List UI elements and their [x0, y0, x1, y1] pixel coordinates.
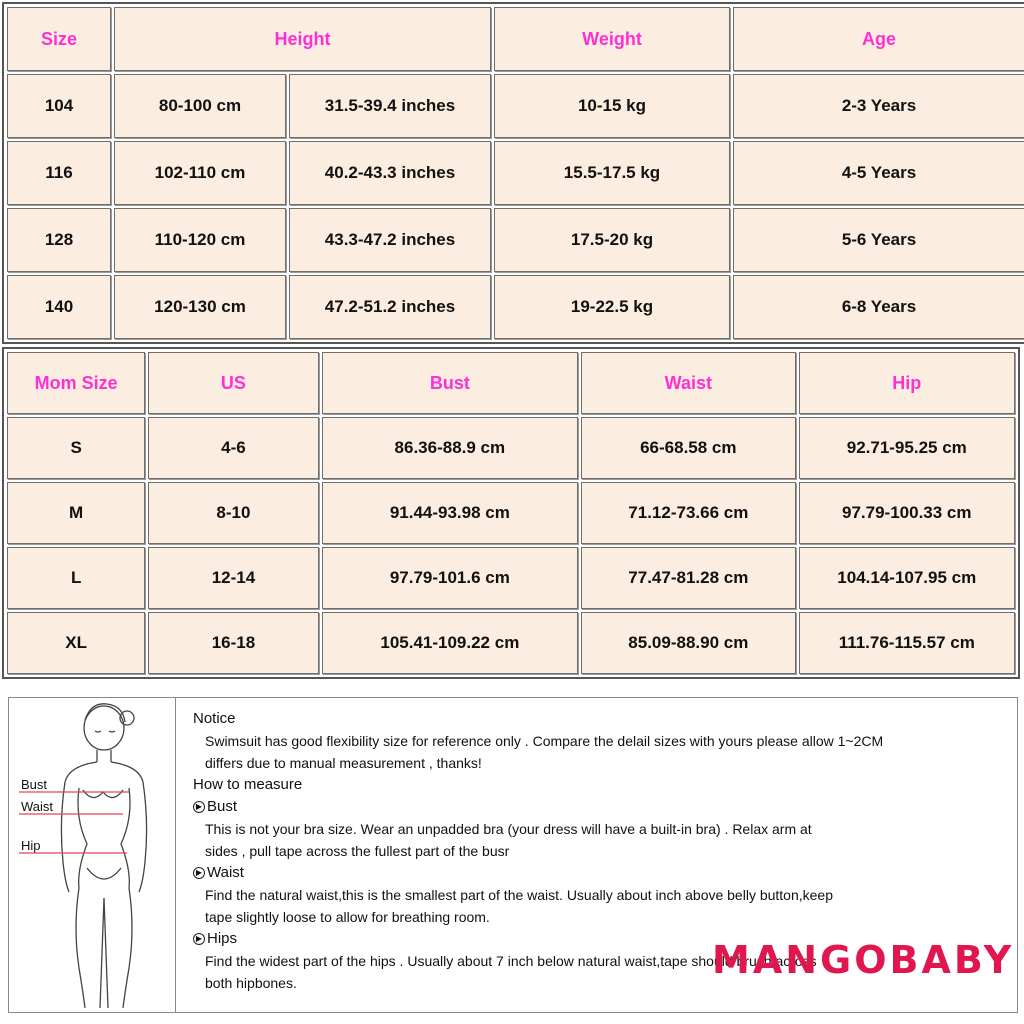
cell-mom-size: XL: [7, 612, 145, 674]
waist-section-head: [193, 862, 1013, 884]
header-height: Height: [114, 7, 491, 71]
header-us: US: [148, 352, 318, 414]
cell-height-cm: 102-110 cm: [114, 141, 286, 205]
hips-heading: Hips: [207, 930, 238, 947]
bust-heading: Bust: [207, 798, 238, 815]
cell-us: 4-6: [148, 417, 318, 479]
table-row: [7, 141, 1024, 205]
notice-line: differs due to manual measurement , thanks!: [205, 755, 482, 771]
cell-height-in: 43.3-47.2 inches: [289, 208, 491, 272]
how-to-measure-title: How to measure: [193, 776, 303, 793]
cell-mom-size: L: [7, 547, 145, 609]
hips-instruction: both hipbones.: [205, 975, 297, 991]
header-bust: Bust: [322, 352, 579, 414]
header-mom-size: Mom Size: [7, 352, 145, 414]
cell-age: 6-8 Years: [733, 275, 1024, 339]
cell-hip: 97.79-100.33 cm: [799, 482, 1015, 544]
waist-instruction: Find the natural waist,this is the smallest part of the waist. Usually about inch above belly button,keep: [205, 887, 834, 903]
cell-height-cm: 110-120 cm: [114, 208, 286, 272]
table-row: [7, 275, 1024, 339]
cell-us: 12-14: [148, 547, 318, 609]
cell-bust: 91.44-93.98 cm: [322, 482, 579, 544]
header-waist: Waist: [581, 352, 795, 414]
cell-age: 4-5 Years: [733, 141, 1024, 205]
cell-weight: 17.5-20 kg: [494, 208, 730, 272]
cell-mom-size: M: [7, 482, 145, 544]
hip-label: Hip: [21, 838, 41, 853]
cell-size: 104: [7, 74, 111, 138]
cell-age: 2-3 Years: [733, 74, 1024, 138]
cell-waist: 77.47-81.28 cm: [581, 547, 795, 609]
cell-height-in: 31.5-39.4 inches: [289, 74, 491, 138]
table-row: [7, 547, 1015, 609]
cell-mom-size: S: [7, 417, 145, 479]
cell-waist: 85.09-88.90 cm: [581, 612, 795, 674]
cell-weight: 15.5-17.5 kg: [494, 141, 730, 205]
waist-heading: Waist: [207, 864, 244, 881]
notice-line: Swimsuit has good flexibility size for reference only . Compare the delail sizes with yours please allow 1~2CM: [205, 733, 884, 749]
bust-instruction: This is not your bra size. Wear an unpadded bra (your dress will have a built-in bra) . Relax arm at: [205, 821, 812, 837]
cell-hip: 92.71-95.25 cm: [799, 417, 1015, 479]
brand-watermark: MANGOBABY: [712, 938, 1015, 982]
cell-height-cm: 80-100 cm: [114, 74, 286, 138]
cell-us: 16-18: [148, 612, 318, 674]
notice-title: Notice: [193, 710, 236, 727]
header-size: Size: [7, 7, 111, 71]
waist-label: Waist: [21, 799, 54, 814]
cell-height-cm: 120-130 cm: [114, 275, 286, 339]
cell-size: 140: [7, 275, 111, 339]
cell-age: 5-6 Years: [733, 208, 1024, 272]
kids-size-table: [2, 2, 1024, 344]
hips-instruction: Find the widest part of the hips . Usually about 7 inch below natural waist,tape should brush across: [205, 953, 817, 969]
cell-waist: 71.12-73.66 cm: [581, 482, 795, 544]
arrow-circle-icon: ▶: [193, 801, 205, 813]
cell-height-in: 40.2-43.3 inches: [289, 141, 491, 205]
table-row: [7, 482, 1015, 544]
bust-instruction: sides , pull tape across the fullest part of the busr: [205, 843, 510, 859]
table-row: [7, 612, 1015, 674]
cell-hip: 111.76-115.57 cm: [799, 612, 1015, 674]
mom-size-table: [2, 347, 1020, 679]
cell-bust: 86.36-88.9 cm: [322, 417, 579, 479]
cell-size: 128: [7, 208, 111, 272]
bust-label: Bust: [21, 777, 48, 792]
header-weight: Weight: [494, 7, 730, 71]
body-outline-illustration: [9, 698, 175, 1012]
cell-weight: 10-15 kg: [494, 74, 730, 138]
cell-bust: 97.79-101.6 cm: [322, 547, 579, 609]
arrow-circle-icon: ▶: [193, 867, 205, 879]
table-header-row: [7, 352, 1015, 414]
table-row: [7, 74, 1024, 138]
arrow-circle-icon: ▶: [193, 933, 205, 945]
body-figure-panel: [9, 698, 176, 1012]
header-hip: Hip: [799, 352, 1015, 414]
table-row: [7, 208, 1024, 272]
cell-size: 116: [7, 141, 111, 205]
header-age: Age: [733, 7, 1024, 71]
table-row: [7, 417, 1015, 479]
cell-us: 8-10: [148, 482, 318, 544]
cell-weight: 19-22.5 kg: [494, 275, 730, 339]
cell-height-in: 47.2-51.2 inches: [289, 275, 491, 339]
cell-hip: 104.14-107.95 cm: [799, 547, 1015, 609]
cell-waist: 66-68.58 cm: [581, 417, 795, 479]
cell-bust: 105.41-109.22 cm: [322, 612, 579, 674]
table-header-row: [7, 7, 1024, 71]
bust-section-head: [193, 796, 1013, 818]
waist-instruction: tape slightly loose to allow for breathing room.: [205, 909, 490, 925]
